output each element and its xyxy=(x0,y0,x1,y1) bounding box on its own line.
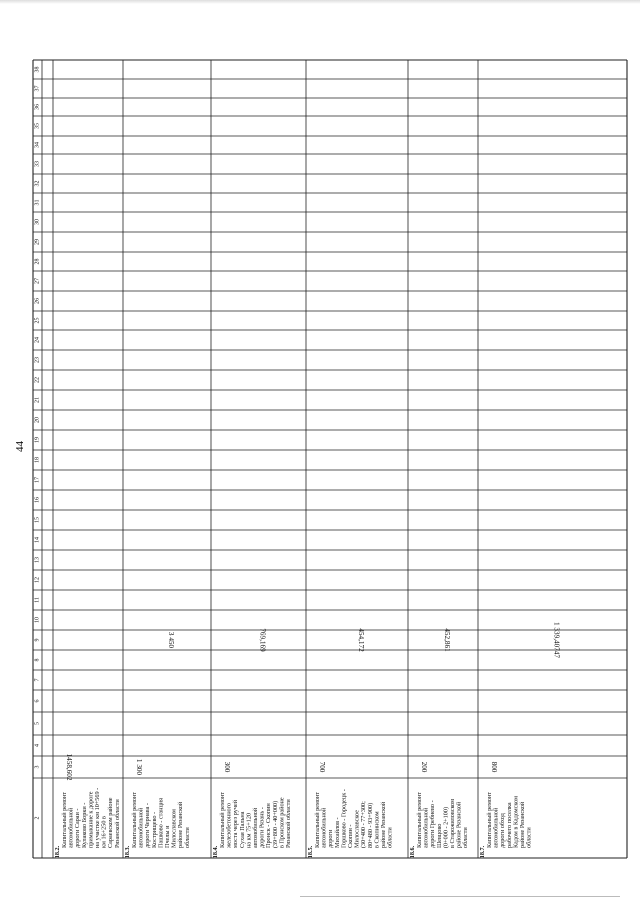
row-col3-value: 800 xyxy=(490,761,498,773)
row-name-line: в Старожиловском xyxy=(449,798,456,848)
row-name-line: в Пронском районе xyxy=(278,797,286,848)
row-name-line: дороги Чернава - xyxy=(144,803,152,848)
row-col9-value: 3 450 xyxy=(167,631,175,649)
row-name-line: области xyxy=(183,827,191,848)
header-number: 9 xyxy=(34,638,41,642)
header-number: 2 xyxy=(34,816,41,820)
header-number: 14 xyxy=(34,537,41,543)
header-number: 35 xyxy=(34,123,41,129)
row-id: 18.4. xyxy=(212,845,219,859)
row-name-line: Скопин - xyxy=(347,824,354,848)
row-col3-value: 300 xyxy=(223,761,231,773)
header-number: 11 xyxy=(34,597,41,603)
row-name-line: (39+800 - 40+000) xyxy=(271,800,279,848)
row-name-line: Пронск - Скопин xyxy=(265,803,273,848)
row-name-line: автомобильной xyxy=(67,807,75,848)
row-name-line: Пчелы и xyxy=(164,825,171,848)
header-number: 5 xyxy=(34,722,41,725)
header-number: 12 xyxy=(34,577,41,583)
row-name-line: Кострищево - xyxy=(150,811,158,848)
row-id: 18.6. xyxy=(409,845,416,859)
row-name-line: дороги xyxy=(327,829,335,848)
row-name xyxy=(131,792,191,848)
row-col9-value: 769,169 xyxy=(258,628,267,652)
row-name-line: Капитальный ремонт xyxy=(314,791,321,848)
row-name-line: Кулаково Борки - xyxy=(80,802,88,848)
header-number: 23 xyxy=(34,357,41,363)
header-number: 26 xyxy=(34,298,41,304)
row-name-line: области xyxy=(386,827,394,848)
header-number: 19 xyxy=(34,437,41,443)
row-name-line: примыкание к дороге xyxy=(87,791,95,848)
header-number: 38 xyxy=(34,66,41,73)
row-name-line: Сухая Пальна xyxy=(238,811,246,848)
row-name-line: Капитальный ремонт xyxy=(219,791,226,848)
row-name-line: (0+000 - 2+100) xyxy=(442,806,450,848)
header-number: 6 xyxy=(34,699,41,703)
header-number: 36 xyxy=(34,104,41,110)
header-number: 3 xyxy=(34,765,41,769)
row-name-line: Милославское xyxy=(353,810,361,848)
row-name-line: районе Рязанской xyxy=(380,801,387,848)
row-name-line: автомобильной xyxy=(320,807,328,848)
header-number: 15 xyxy=(34,517,41,523)
header-number: 10 xyxy=(34,617,41,623)
header-number: 37 xyxy=(34,85,41,92)
header-number: 4 xyxy=(34,744,41,747)
header-number: 24 xyxy=(34,337,41,343)
row-name-line: на участке км 10+569 - xyxy=(94,787,101,848)
row-name-line: дороги обход xyxy=(499,813,507,848)
row-name-line: железобетонного xyxy=(225,802,233,848)
row-name-line: автомобильной xyxy=(252,807,259,848)
row-name-line: Капитальный ремонт xyxy=(486,791,493,848)
header-number: 29 xyxy=(34,239,41,245)
row-name-line: дороги Сараи - xyxy=(74,808,82,848)
page-number: 44 xyxy=(14,441,26,452)
row-name-line: км 16+250 в xyxy=(100,816,108,848)
row-name-line: области xyxy=(525,827,533,848)
row-col9-value: 454,172 xyxy=(357,628,365,652)
row-name-line: Капитальный ремонт xyxy=(61,791,68,848)
row-name-line: Горшково - Городецк - xyxy=(340,789,348,848)
row-name-line: (30+400 - 77+300; xyxy=(360,801,368,848)
row-name-line: Михайлов - xyxy=(333,817,341,848)
header-number: 21 xyxy=(34,397,41,403)
row-name xyxy=(416,792,469,848)
row-name-line: моста через ручей xyxy=(232,799,240,848)
header-number: 25 xyxy=(34,317,41,324)
row-name-line: Капитальный ремонт xyxy=(131,791,138,848)
row-id: 18.2. xyxy=(54,845,61,859)
row-name-line: районе Рязанской xyxy=(519,801,526,848)
header-number xyxy=(0,0,2,2)
row-name-line: Пашково - станция xyxy=(157,798,165,848)
header-number: 27 xyxy=(34,278,41,284)
header-number: 13 xyxy=(34,557,41,563)
row-name-line: 80+480 - 93+900) xyxy=(366,802,374,848)
row-name-line: автомобильной xyxy=(422,807,430,848)
row-id: 18.3. xyxy=(124,845,131,859)
row-name-line: Милославском xyxy=(170,809,178,848)
row-col3-value: 1458,602 xyxy=(65,753,73,781)
header-number: 20 xyxy=(34,417,41,423)
header-number: 7 xyxy=(34,678,41,682)
header-number: 31 xyxy=(34,199,41,206)
header-number: 34 xyxy=(34,142,41,148)
header-number: 30 xyxy=(34,219,41,225)
header-number: 18 xyxy=(34,457,41,463)
row-name-line: районе Рязанской xyxy=(455,801,463,848)
row-name xyxy=(61,788,121,848)
row-id: 18.5. xyxy=(307,845,314,859)
header-number: 16 xyxy=(34,497,41,503)
row-name-line: дороги Гребнево - xyxy=(429,800,437,848)
row-col3-value: 200 xyxy=(420,761,428,773)
row-name-line: Капитальный ремонт xyxy=(416,791,423,848)
row-name-line: на км 75+120 xyxy=(245,812,253,848)
row-col9-value: 452,861 xyxy=(443,628,451,652)
row-col9-value: 1 339,40747 xyxy=(552,622,561,658)
row-name-line: автомобильной xyxy=(492,807,500,848)
row-name-line: Рязанской области xyxy=(285,799,292,848)
row-name-line: Рязанской области xyxy=(113,799,121,848)
row-id: 18.7. xyxy=(479,845,486,859)
row-name-line: Кадом в Кадомском xyxy=(512,795,520,848)
header-number: 22 xyxy=(34,377,41,383)
row-name-line: Сараевском районе xyxy=(107,797,115,848)
row-name-line: в Скопинском xyxy=(373,811,381,848)
row-name-line: рабочего поселка xyxy=(505,802,513,848)
row-name-line: Шевцово xyxy=(435,823,443,848)
header-number: 32 xyxy=(34,180,41,187)
row-name-line: автомобильной xyxy=(137,807,145,848)
header-number: 28 xyxy=(34,258,41,265)
row-name-line: районе Рязанской xyxy=(177,801,185,848)
header-number: 8 xyxy=(34,658,41,662)
row-name xyxy=(219,792,292,849)
scan-bottom-edge xyxy=(300,896,620,897)
row-name-line: области xyxy=(462,827,470,848)
row-name xyxy=(486,792,533,848)
row-name-line: дороги Рязань - xyxy=(258,807,266,848)
row-col3-value: 1 300 xyxy=(135,758,143,776)
row-name xyxy=(314,789,394,848)
header-number: 33 xyxy=(34,161,41,167)
header-number: 17 xyxy=(34,477,41,483)
row-col3-value: 700 xyxy=(318,761,326,773)
